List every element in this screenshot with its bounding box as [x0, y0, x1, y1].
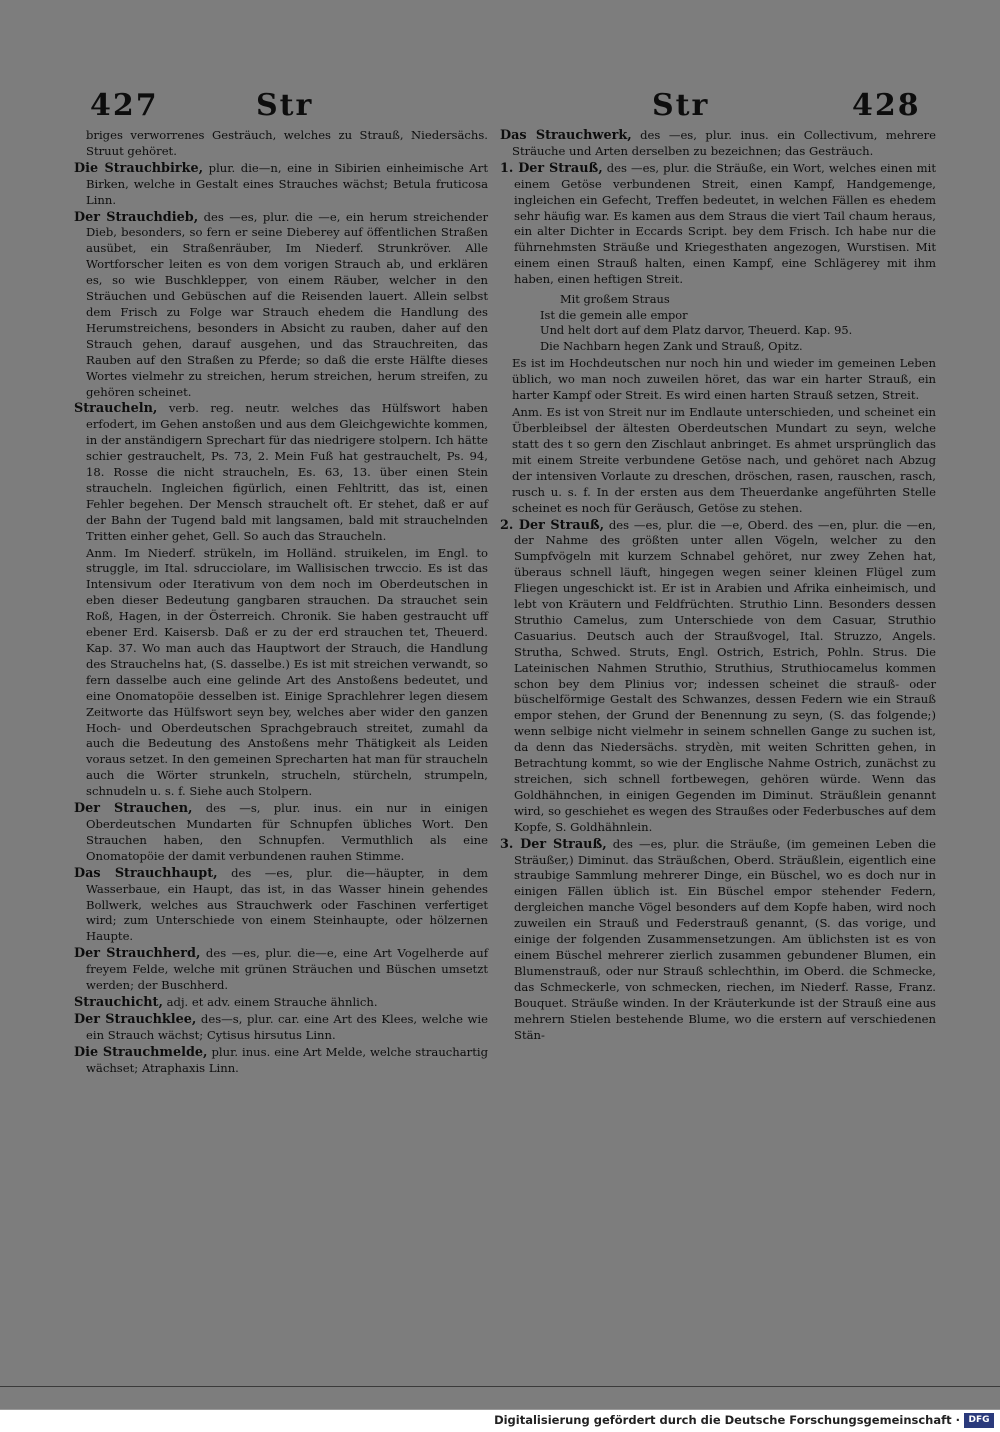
entry-headword: Das Strauchwerk,	[500, 128, 632, 143]
entry-text: Es ist im Hochdeutschen nur noch hin und wieder im gemeinen Leben üblich, wo man noch zuweilen höret, das war ein harter Strauß, ein harter Kampf oder Streit. Es wird einen harten Strauß setzen, Streit.	[512, 356, 936, 403]
entry-headword: 3. Der Strauß,	[500, 836, 607, 852]
dictionary-entry	[74, 128, 488, 160]
verse-line: Die Nachbarn hegen Zank und Strauß, Opitz.	[540, 338, 803, 353]
dictionary-entry	[74, 995, 488, 1011]
entry-text: adj. et adv. einem Strauche ähnlich.	[162, 994, 378, 1009]
dictionary-entry	[74, 946, 488, 994]
dictionary-entry	[500, 405, 936, 516]
running-head-right: Str	[652, 88, 710, 123]
entry-headword: Straucheln,	[74, 401, 158, 417]
right-column-part-b	[500, 356, 936, 1043]
entry-headword: 1. Der Strauß,	[500, 160, 603, 176]
entry-text: des —es, plur. die —e, ein herum streichender Dieb, besonders, so fern er seine Dieberey auf öffentlichen Straßen ausübet, ein Straßenräuber, Im Niederf. Strunkröver. Alle Wortforscher leiten es von dem vorigen Strauch ab, und erklären es, so wie Buschklepper, von einem Räuber, welcher in den Sträuchen und Gebüschen auf die Reisenden lauert. Allein selbst dem Frisch zu Folge war Strauch ehedem die Handlung des Herumstreichens, besonders in Absicht zu rauben, daher auf den Strauch gehen, darauf ausgehen, und das Strauchreiten, das Rauben auf den Straßen zu Pferde; so daß die erste Hälfte dieses Wortes vielmehr zu streichen, herum streichen, herum streifen, zu gehören scheinet.	[86, 209, 488, 399]
entry-text: plur. inus. eine Art Melde, welche strauchartig wächset; Atraphaxis Linn.	[86, 1044, 488, 1075]
entry-text: des —es, plur. die Sträuße, (im gemeinen Leben die Sträußer,) Diminut. das Sträußchen, Oberd. Sträußlein, eigentlich eine straubige Sammlung mehrerer Dinge, ein Büschel, wo es doch nur in einigen Fällen üblich ist. Ein Büschel empor stehender Federn, dergleichen manche Vögel besonders auf dem Kopfe haben, wird noch zuweilen ein Strauß und Federstrauß genannt, (S. das vorige, und einige der folgenden Zusammensetzungen. Am üblichsten ist es von einem Büschel mehrerer zierlich zusammen gebundener Blumen, ein Blumenstrauß, oder nur Strauß schlechthin, im Oberd. die Schmecke, das Schmeckerle, von schmecken, riechen, im Niederf. Rasse, Franz. Bouquet. Sträuße winden. In der Kräuterkunde ist der Strauß eine aus mehrern Stielen bestehende Blume, wo die erstern auf verschiedenen Stän-	[514, 836, 937, 1042]
entry-headword: Der Strauchen,	[74, 801, 193, 817]
dictionary-entry	[500, 837, 936, 1044]
entry-headword: Strauchicht,	[74, 994, 163, 1010]
entry-text: des —es, plur. die—häupter, in dem Wasserbaue, ein Haupt, das ist, in das Wasser hinein gehendes Bollwerk, welches aus Strauchwerk oder Faschinen verfertiget wird; zum Unterschiede von einem Steinhaupte, oder hölzernen Haupte.	[86, 865, 488, 944]
entry-text: Anm. Es ist von Streit nur im Endlaute unterschieden, und scheinet ein Überbleibsel der ältesten Oberdeutschen Mundart zu seyn, welche statt des t so gern den Zischlaut anbringet. Es ahmet ursprünglich das mit einem Streite verbundene Getöse nach, und gehöret nach Abzug der intensiven Vorlaute zu dreschen, dröschen, rasen, rauschen, rasch, rusch u. s. f. In der ersten aus dem Theuerdanke angeführten Stelle scheinet es noch für Geräusch, Getöse zu stehen.	[512, 405, 936, 515]
entry-headword: Die Strauchbirke,	[74, 160, 204, 176]
entry-headword: Der Strauchherd,	[74, 946, 201, 962]
entry-headword: Der Strauchklee,	[74, 1011, 197, 1027]
dictionary-entry	[74, 1012, 488, 1044]
entry-text: plur. die—n, eine in Sibirien einheimische Art Birken, welche in Gestalt eines Strauches wächst; Betula fruticosa Linn.	[86, 160, 488, 207]
running-head-left: Str	[256, 88, 314, 123]
page-number-right: 428	[852, 88, 921, 123]
dictionary-entry	[74, 1045, 488, 1077]
entry-text: des—s, plur. car. eine Art des Klees, welche wie ein Strauch wächst; Cytisus hirsutus Linn.	[86, 1011, 488, 1042]
dictionary-entry	[74, 401, 488, 544]
dictionary-entry	[74, 161, 488, 209]
dictionary-entry	[500, 518, 936, 836]
dictionary-entry	[74, 546, 488, 801]
verse-line: Mit großem Straus	[560, 292, 670, 307]
dictionary-entry	[74, 801, 488, 865]
bottom-rule	[0, 1386, 1000, 1387]
dictionary-entry	[74, 866, 488, 946]
entry-text: des —es, plur. die —e, Oberd. des —en, plur. die —en, der Nahme des größten unter allen Vögeln, welcher zu den Sumpfvögeln mit kurzem Schnabel gehöret, nur zwey Zehen hat, überaus schnell läuft, hingegen wegen seiner kleinen Flügel zum Fliegen ungeschickt ist. Er ist in Arabien und Afrika einheimisch, und lebt von Kräutern und Feldfrüchten. Struthio Linn. Besonders dessen Struthio Camelus, zum Unterschiede von dem Casuar, Struthio Casuarius. Deutsch auch der Straußvogel, Ital. Struzzo, Angels. Strutha, Schwed. Struts, Engl. Ostrich, Estrich, Pohln. Strus. Die Lateinischen Nahmen Struthio, Struthius, Struthiocamelus kommen schon bey dem Plinius vor; indessen scheinet die strauß- oder büschelförmige Gestalt des Schwanzes, dessen Federn wie ein Strauß empor stehen, der Grund der Benennung zu seyn, (S. das folgende;) wenn selbige nicht vielmehr in seinem schnellen Gange zu suchen ist, da denn das Niedersächs. strydèn, mit weiten Schritten gehen, in Betrachtung kommt, so wie der Englische Nahme Ostrich, zunächst zu streichen, sich schnell fortbewegen, gehören würde. Wenn das Goldhähnchen, in einigen Gegenden im Diminut. Sträußlein genannt wird, so geschiehet es wegen des Straußes oder Federbusches auf dem Kopfe, S. Goldhähnlein.	[514, 517, 936, 834]
footer-bar	[0, 1409, 1000, 1432]
dictionary-entry	[500, 128, 936, 160]
dictionary-entry	[500, 356, 936, 404]
verse-quote	[500, 292, 936, 354]
entry-text: verb. reg. neutr. welches das Hülfswort haben erfodert, im Gehen anstoßen und aus dem Gleichgewichte kommen, in der anständigern Sprechart für das niedrigere stolpern. Ich hätte schier gestrauchelt, Ps. 73, 2. Mein Fuß hat gestrauchelt, Ps. 94, 18. Rosse die nicht straucheln, Es. 63, 13. über einen Stein straucheln. Ingleichen figürlich, einen Fehltritt, das ist, einen Fehler begehen. Der Mensch strauchelt oft. Er stehet, daß er auf der Bahn der Tugend bald mit langsamen, bald mit strauchelnden Tritten einher gehet, Gell. So auch das Straucheln.	[86, 401, 488, 543]
verse-line: Und helt dort auf dem Platz darvor, Theuerd. Kap. 95.	[540, 323, 853, 338]
entry-text: des —es, plur. die—e, eine Art Vogelherde auf freyem Felde, welche mit grünen Sträuchen und Büschen umsetzt werden; der Buschherd.	[86, 946, 488, 993]
page-header	[0, 84, 1000, 130]
dfg-logo: DFG	[964, 1413, 994, 1428]
entry-headword: Die Strauchmelde,	[74, 1044, 208, 1060]
entry-text: des —es, plur. inus. ein Collectivum, mehrere Sträuche und Arten derselben zu bezeichnen; das Gesträuch.	[512, 128, 937, 158]
verse-line: Ist die gemein alle empor	[540, 307, 688, 322]
funding-notice: Digitalisierung gefördert durch die Deutsche Forschungsgemeinschaft ·	[494, 1413, 960, 1427]
dictionary-entry	[500, 161, 936, 288]
entry-text: des —es, plur. die Sträuße, ein Wort, welches einen mit einem Getöse verbundenen Streit, einen Kampf, Handgemenge, ingleichen ein Gefecht, Treffen bedeutet, in welchen Fällen es ehedem sehr häufig war. Es kamen aus dem Straus die viert Tail chaum heraus, ein alter Dichter in Eccards Script. bey dem Frisch. Ich habe nur die führnehmsten Sträuße und Kriegesthaten angezogen, Wurstisen. Mit einem einen Strauß halten, einen Kampf, eine Schlägerey mit ihm haben, einen heftigen Streit.	[514, 160, 936, 287]
entry-headword: Der Strauchdieb,	[74, 209, 199, 225]
entry-text: Anm. Im Niederf. strükeln, im Holländ. struikelen, im Engl. to struggle, im Ital. sdrucciolare, im Wallisischen trwccio. Es ist das Intensivum oder Iterativum von dem noch im Oberdeutschen in eben dieser Bedeutung gangbaren strauchen. Da strauchet sein Roß, Hagen, in der Österreich. Chronik. Sie haben gestraucht uff ebener Erd. Kaisersb. Daß er zu der erd strauchen tet, Theuerd. Kap. 37. Wo man auch das Hauptwort der Strauch, die Handlung des Strauchelns hat, (S. dasselbe.) Es ist mit streichen verwandt, so fern dasselbe auch eine gelinde Art des Anstoßens bedeutet, und eine Onomatopöie desselben ist. Einige Sprachlehrer legen diesem Zeitworte das Hülfswort seyn bey, welches aber wider den ganzen Hoch- und Oberdeutschen Sprachgebrauch streitet, zumahl da auch die Bedeutung des Anstoßens mehr Thätigkeit als Leiden voraus setzet. In den gemeinen Sprecharten hat man für straucheln auch die Wörter strunkeln, strucheln, stürcheln, strumpeln, schnudeln u. s. f. Siehe auch Stolpern.	[86, 545, 488, 799]
left-column	[74, 128, 488, 1077]
page-number-left: 427	[90, 88, 159, 123]
right-column-part-a	[500, 128, 936, 288]
entry-headword: Das Strauchhaupt,	[74, 865, 218, 881]
entry-text: briges verworrenes Gesträuch, welches zu Strauß, Niedersächs. Struut gehöret.	[86, 128, 488, 158]
right-column	[500, 128, 936, 1044]
dictionary-entry	[74, 210, 488, 401]
entry-headword: 2. Der Strauß,	[500, 517, 605, 533]
entry-text: des —s, plur. inus. ein nur in einigen Oberdeutschen Mundarten für Schnupfen übliches Wort. Den Strauchen haben, den Schnupfen. Vermuthlich als eine Onomatopöie der damit verbundenen rauhen Stimme.	[86, 801, 488, 863]
